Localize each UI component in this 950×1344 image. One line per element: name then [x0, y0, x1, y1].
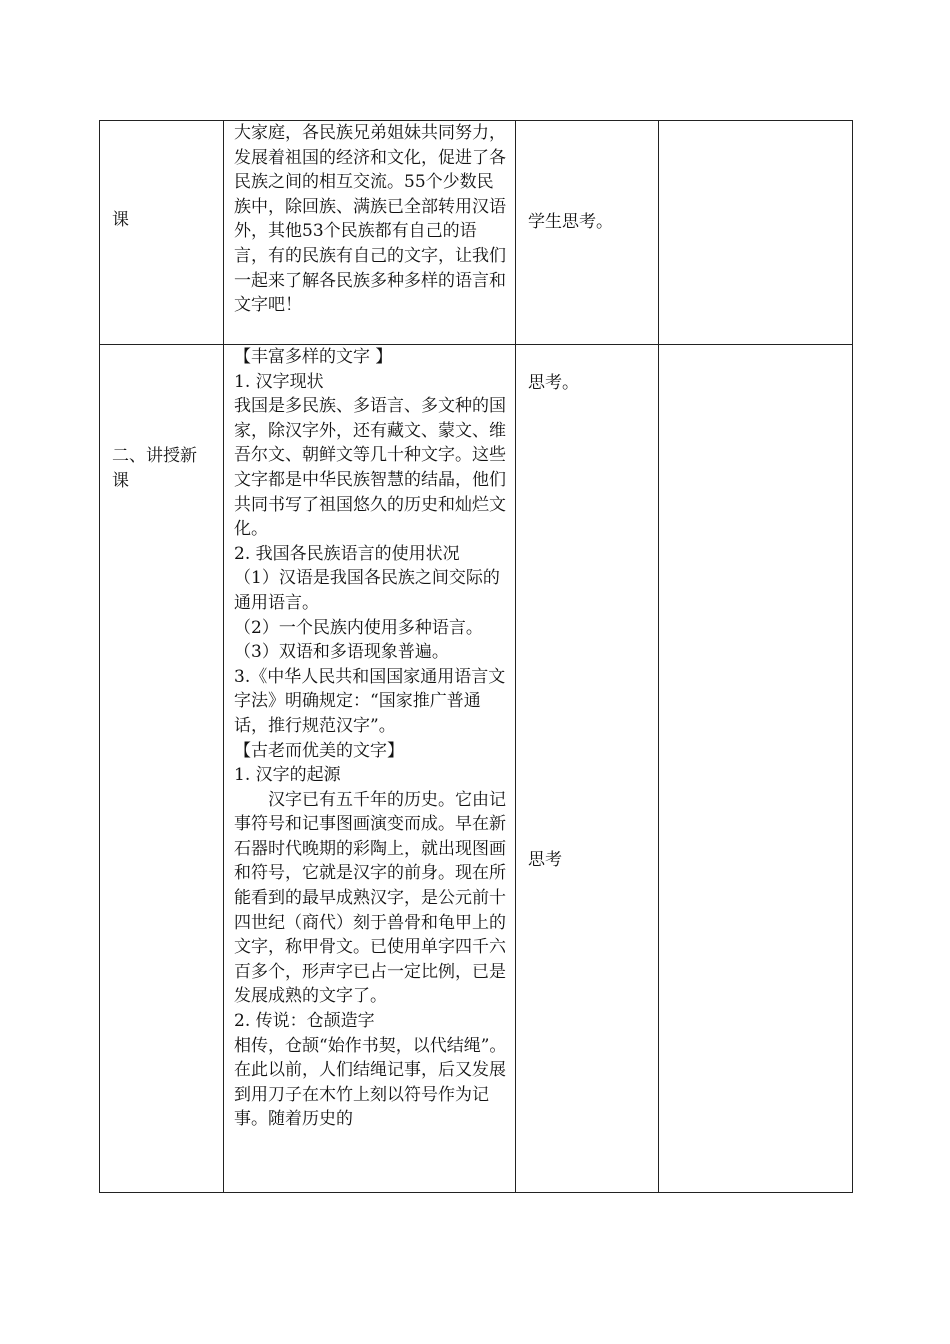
stage-label: 二、讲授新课 — [112, 446, 197, 491]
list-item: （1）汉语是我国各民族之间交际的通用语言。 — [234, 568, 500, 613]
subheading: 2. 我国各民族语言的使用状况 — [234, 543, 460, 564]
content-cell — [224, 345, 516, 1193]
student-activity: 学生思考。 — [528, 212, 613, 232]
student-activity: 思考 — [528, 849, 562, 870]
content-text — [224, 121, 515, 318]
paragraph: 相传，仓颉“始作书契，以代结绳”。在此以前，人们结绳记事，后又发展到用刀子在木竹上刻以符号作为记事。随着历史的 — [234, 1035, 507, 1130]
student-activity: 思考。 — [528, 373, 579, 393]
list-item: （3）双语和多语现象普遍。 — [234, 642, 449, 663]
paragraph: 3.《中华人民共和国国家通用语言文字法》明确规定：“国家推广普通话，推行规范汉字”。 — [234, 666, 506, 736]
subheading: 1. 汉字的起源 — [234, 765, 341, 786]
activity-cell — [516, 121, 659, 345]
paragraph: 我国是多民族、多语言、多文种的国家，除汉字外，还有藏文、蒙文、维吾尔文、朝鲜文等几十种文字。这些文字都是中华民族智慧的结晶，他们共同书写了祖国悠久的历史和灿烂文化。 — [234, 396, 506, 540]
paragraph: 大家庭，各民族兄弟姐妹共同努力，发展着祖国的经济和文化，促进了各民族之间的相互交流。55个少数民族中，除回族、满族已全部转用汉语外，其他53个民族都有自己的语言，有的民族有自己的文字，让我们一起来了解各民族多种多样的语言和文字吧！ — [234, 123, 506, 316]
content-text — [224, 345, 515, 1132]
stage-label: 课 — [112, 210, 129, 230]
table-row — [100, 345, 853, 1193]
section-heading: 【古老而优美的文字】 — [234, 740, 404, 761]
paragraph: 汉字已有五千年的历史。它由记事符号和记事图画演变而成。早在新石器时代晚期的彩陶上，就出现图画和符号，它就是汉字的前身。现在所能看到的最早成熟汉字，是公元前十四世纪（商代）刻于兽骨和龟甲上的文字，称甲骨文。已使用单字四千六百多个，形声字已占一定比例，已是发展成熟的文字了。 — [234, 789, 506, 1007]
stage-cell — [100, 345, 224, 1193]
subheading: 2. 传说：仓颉造字 — [234, 1011, 375, 1032]
content-cell — [224, 121, 516, 345]
lesson-plan-table — [99, 120, 853, 1193]
table-row — [100, 121, 853, 345]
list-item: （2）一个民族内使用多种语言。 — [234, 617, 483, 638]
subheading: 1. 汉字现状 — [234, 371, 324, 392]
activity-cell — [516, 345, 659, 1193]
stage-cell — [100, 121, 224, 345]
notes-cell — [659, 345, 853, 1193]
notes-cell — [659, 121, 853, 345]
section-heading: 【丰富多样的文字 】 — [234, 347, 393, 367]
